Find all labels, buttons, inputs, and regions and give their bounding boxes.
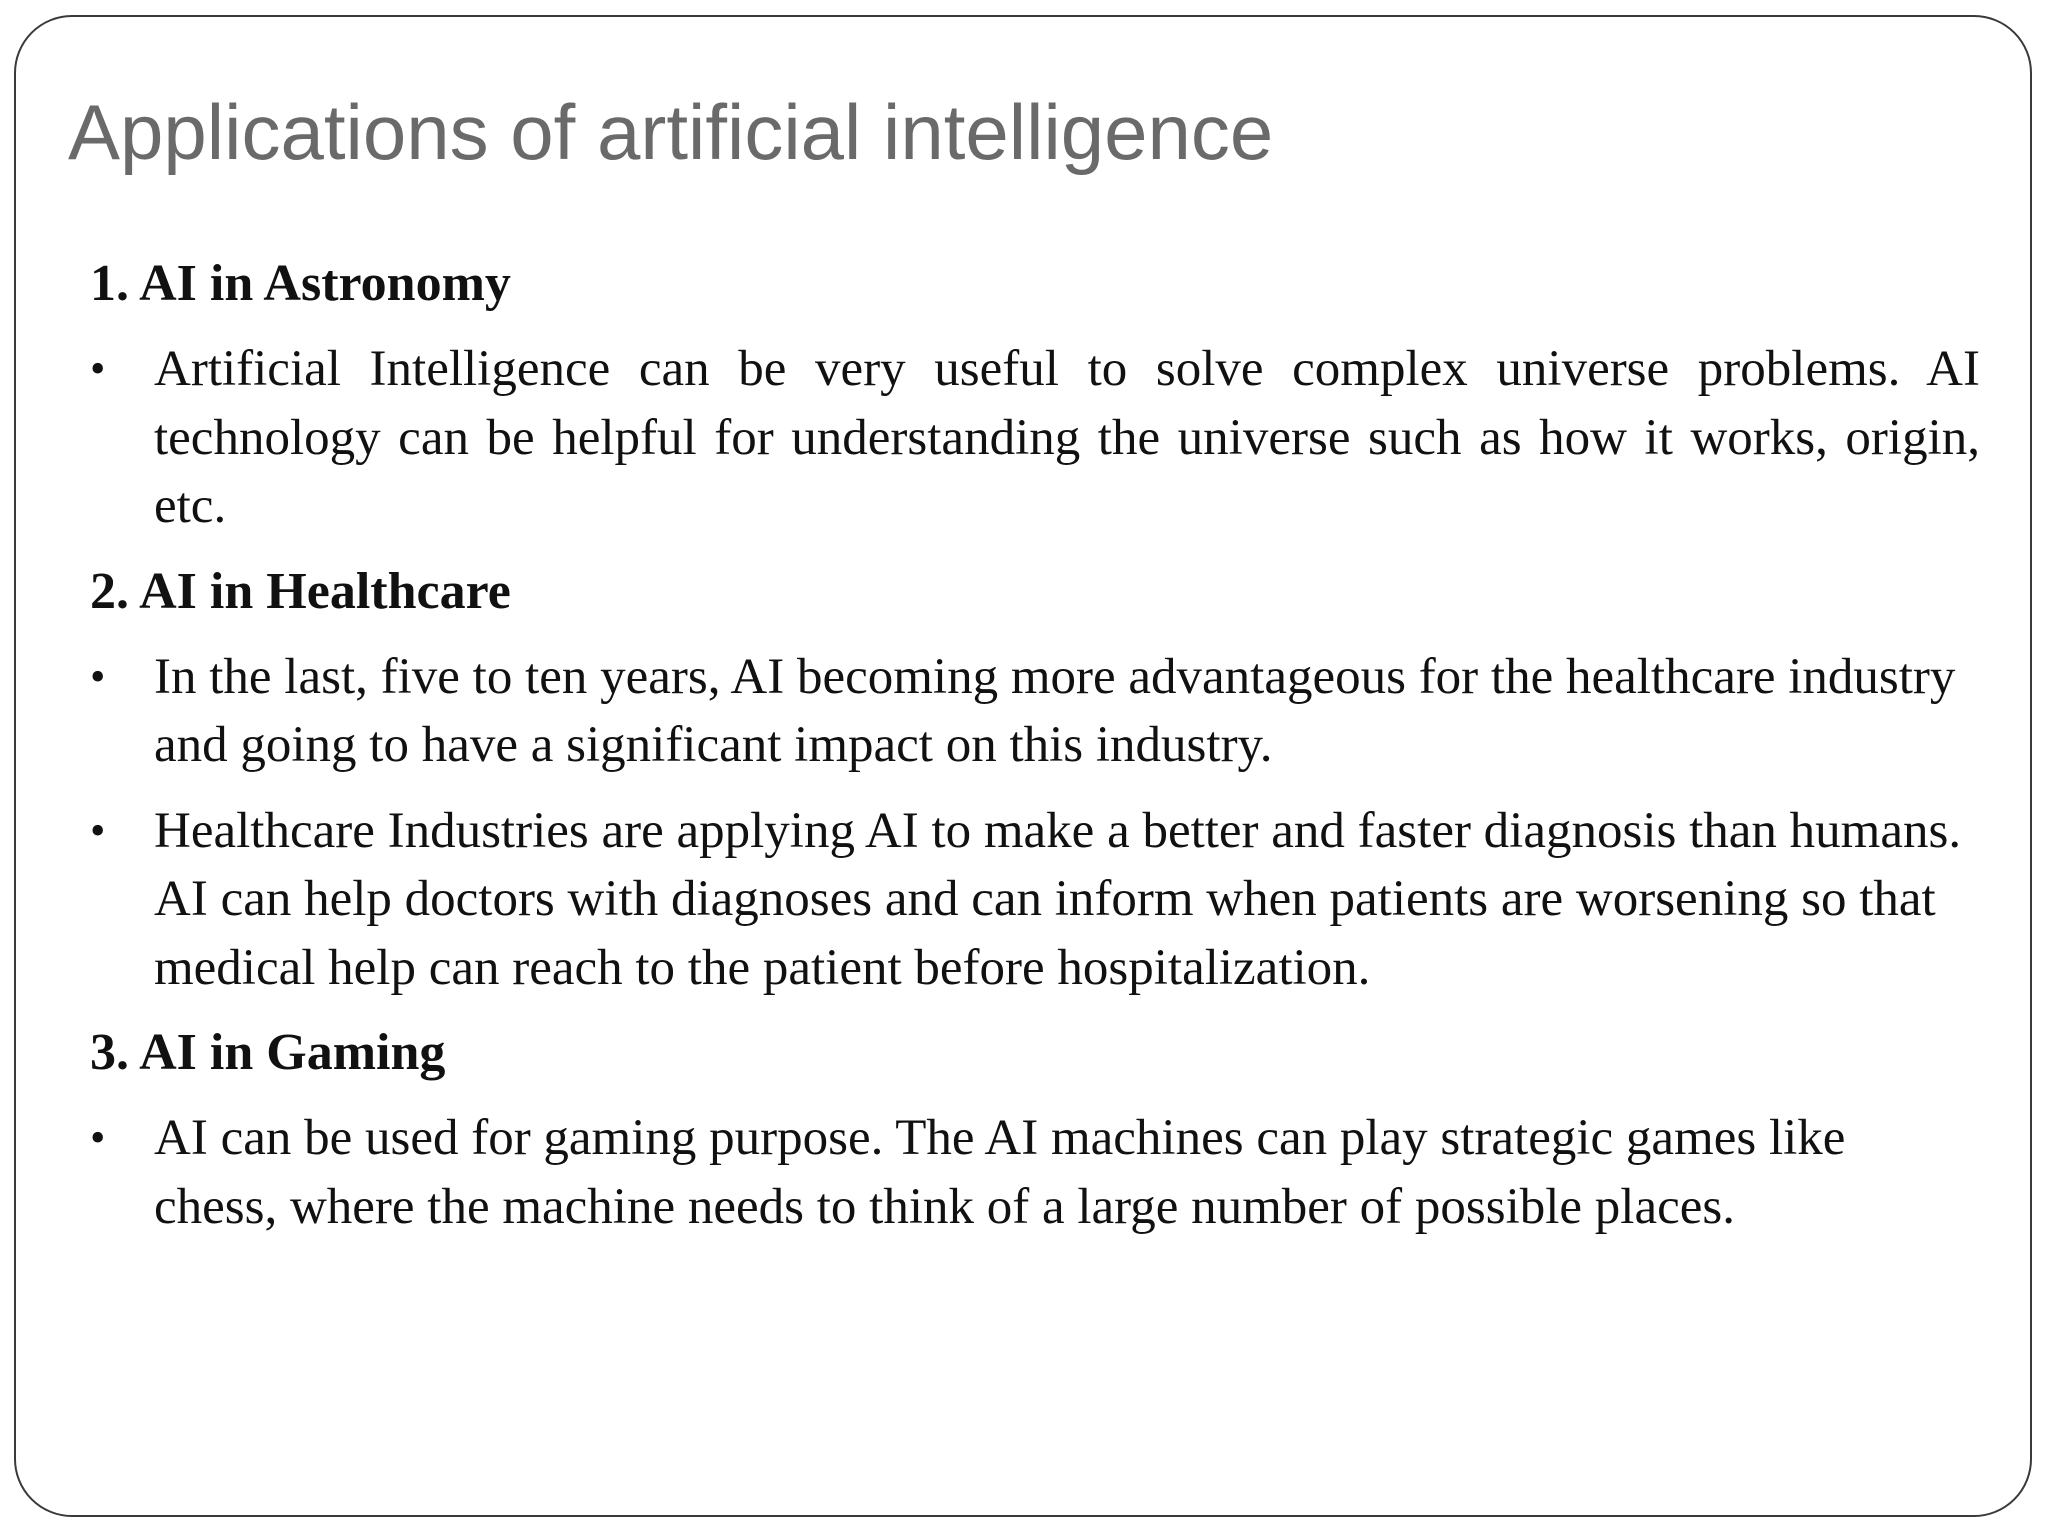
bullet-text: Healthcare Industries are applying AI to make a better and faster diagnosis than humans. AI can help doctors with diagnoses and can inform when patients are worsening so that medical help can reach to the patient before hospitalization. [154, 802, 1962, 996]
section-heading: 3. AI in Gaming [90, 1024, 446, 1081]
section-gaming [90, 1019, 1980, 1241]
bullet-item [90, 643, 1980, 780]
bullet-text: In the last, five to ten years, AI becoming more advantageous for the healthcare industry and going to have a significant impact on this industry. [154, 648, 1956, 773]
section-heading: 2. AI in Healthcare [90, 562, 511, 620]
bullet-icon: • [90, 1113, 106, 1162]
section-healthcare [90, 558, 1980, 1003]
bullet-item [90, 797, 1980, 1003]
bullet-item [90, 335, 1980, 541]
bullet-icon: • [90, 651, 106, 701]
bullet-icon: • [90, 344, 106, 393]
bullet-text: Artificial Intelligence can be very useful to solve complex universe problems. AI technology can be helpful for understanding the universe such as how it works, origin, etc. [154, 341, 1980, 534]
bullet-text: AI can be used for gaming purpose. The AI machines can play strategic games like chess, where the machine needs to think of a large number of possible places. [154, 1110, 1846, 1235]
section-astronomy [90, 250, 1980, 541]
bullet-item [90, 1104, 1980, 1241]
slide-body [90, 250, 1980, 1258]
slide-title: Applications of artificial intelligence [68, 88, 1274, 176]
bullet-icon: • [90, 805, 106, 855]
section-heading: 1. AI in Astronomy [90, 255, 511, 312]
